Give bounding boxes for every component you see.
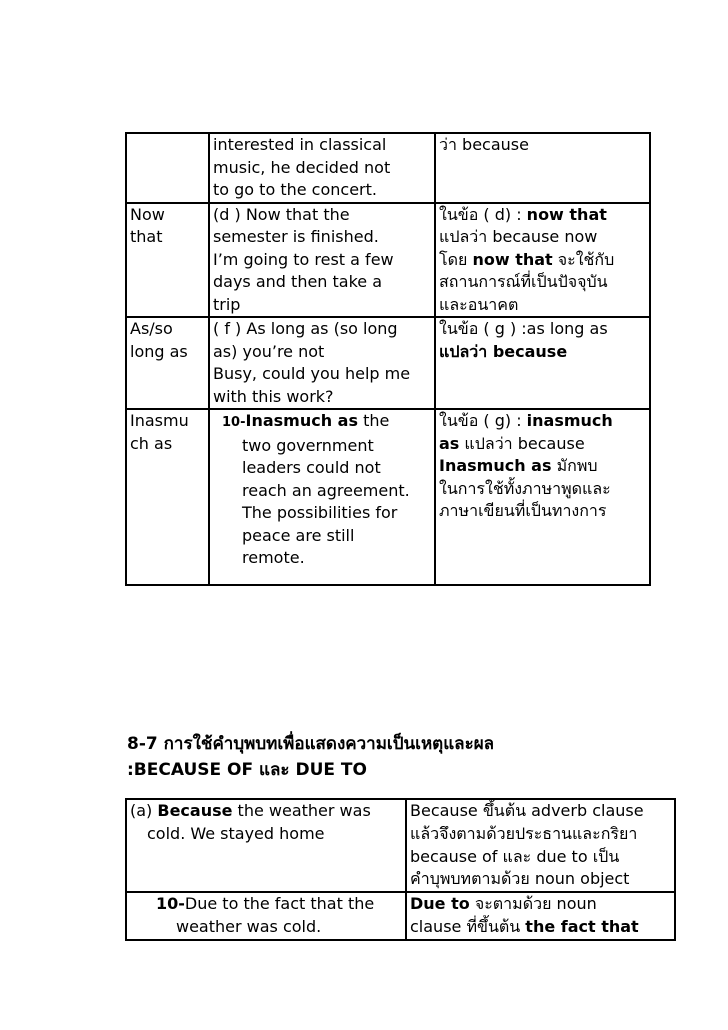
example-line: weather was cold. xyxy=(176,916,322,936)
example-line xyxy=(130,800,402,823)
example-line: ( f ) As long as (so long xyxy=(213,319,398,338)
explain-line: แปลว่า because now xyxy=(439,227,598,246)
example-line: with this work? xyxy=(213,386,334,406)
term-line: As/so xyxy=(130,319,173,338)
explain-line xyxy=(439,433,646,456)
explain-line: คำบุพบทตามด้วย noun object xyxy=(410,869,630,889)
example-line: leaders could not xyxy=(242,458,381,477)
explain-line: สถานการณ์ที่เป็นปัจจุบัน xyxy=(439,272,608,291)
example-line: I’m going to rest a few xyxy=(213,249,394,269)
example-cell xyxy=(209,203,435,318)
example-text: (a) xyxy=(130,801,158,820)
keyword: Inasmuch as xyxy=(439,456,552,475)
explain-line xyxy=(439,455,646,478)
explain-text: โดย xyxy=(439,249,473,269)
table-row xyxy=(126,799,675,892)
example-line xyxy=(213,410,431,435)
term-line: long as xyxy=(130,341,188,361)
keyword: Inasmuch as xyxy=(245,411,358,430)
explain-line: แปลว่า because xyxy=(439,341,568,361)
example-line: peace are still xyxy=(242,525,355,545)
explain-text: จะตามด้วย noun xyxy=(469,894,597,914)
explain-cell xyxy=(435,409,650,585)
right-cell xyxy=(406,892,675,940)
explain-text: แปลว่า because xyxy=(459,433,585,453)
explain-cell xyxy=(435,317,650,409)
explain-line: แล้วจึงตามด้วยประธานและกริยา xyxy=(410,823,638,843)
term-cell xyxy=(126,133,209,203)
example-line: trip xyxy=(213,294,241,314)
example-line: reach an agreement. xyxy=(242,480,410,500)
explain-line: ในการใช้ทั้งภาษาพูดและ xyxy=(439,478,611,498)
keyword: Because xyxy=(157,801,233,820)
explain-line xyxy=(410,893,671,916)
example-text: the xyxy=(358,411,390,430)
keyword: Due to xyxy=(410,894,470,914)
term-cell xyxy=(126,203,209,318)
explain-line: และอนาคต xyxy=(439,294,519,314)
explain-text: จะใช้กับ xyxy=(552,249,615,269)
explain-cell xyxy=(435,133,650,203)
example-text: the weather was xyxy=(232,801,371,820)
keyword: inasmuch xyxy=(526,411,613,430)
left-cell xyxy=(126,799,406,892)
item-number: 10- xyxy=(156,894,185,914)
term-cell xyxy=(126,317,209,409)
example-line: (d ) Now that the xyxy=(213,204,350,224)
keyword: now that xyxy=(472,249,553,269)
section-subheading: :BECAUSE OF และ DUE TO xyxy=(127,760,367,780)
example-cell xyxy=(209,317,435,409)
explain-text: ในข้อ ( g) : xyxy=(439,411,527,430)
keyword: now that xyxy=(526,204,607,224)
example-line: cold. We stayed home xyxy=(147,823,325,843)
example-line: to go to the concert. xyxy=(213,180,377,199)
example-line: as) you’re not xyxy=(213,341,325,361)
keyword: the fact that xyxy=(525,916,639,936)
explain-line: ในข้อ ( g ) :as long as xyxy=(439,319,608,338)
explain-line: ว่า because xyxy=(439,135,529,154)
example-line: two government xyxy=(242,435,374,455)
explain-text: clause ที่ขึ้นต้น xyxy=(410,916,526,936)
table-row xyxy=(126,892,675,940)
example-cell xyxy=(209,133,435,203)
example-line xyxy=(130,893,402,916)
example-line: The possibilities for xyxy=(242,503,398,522)
explain-line xyxy=(439,410,646,433)
explain-line xyxy=(410,916,671,939)
explain-line: Because ขึ้นต้น adverb clause xyxy=(410,801,644,820)
term-line: that xyxy=(130,227,163,246)
table-row xyxy=(126,133,650,203)
example-text: Due to the fact that the xyxy=(184,894,375,914)
term-line: Inasmu xyxy=(130,411,189,430)
term-line: Now xyxy=(130,204,165,224)
example-line: Busy, could you help me xyxy=(213,364,411,383)
table-row xyxy=(126,317,650,409)
explain-text: ในข้อ ( d) : xyxy=(439,204,527,224)
term-line: ch as xyxy=(130,433,173,453)
example-line: semester is finished. xyxy=(213,227,379,246)
example-line: interested in classical xyxy=(213,135,387,154)
table-row xyxy=(126,409,650,585)
explain-line xyxy=(439,204,646,227)
example-line: music, he decided not xyxy=(213,157,391,177)
example-cell xyxy=(209,409,435,585)
explain-line: ภาษาเขียนที่เป็นทางการ xyxy=(439,501,607,520)
table-row xyxy=(126,203,650,318)
keyword: as xyxy=(439,433,460,453)
explain-cell xyxy=(435,203,650,318)
explain-text: มักพบ xyxy=(551,456,598,475)
section-heading: 8-7 การใช้คำบุพบทเพื่อแสดงความเป็นเหตุและผล xyxy=(127,734,495,754)
term-cell xyxy=(126,409,209,585)
right-cell xyxy=(406,799,675,892)
example-line: days and then take a xyxy=(213,272,383,291)
item-number: 10- xyxy=(222,415,246,430)
explain-line xyxy=(439,249,646,272)
left-cell xyxy=(126,892,406,940)
explain-line: because of และ due to เป็น xyxy=(410,846,620,866)
usage-table-1 xyxy=(125,132,651,586)
example-line: remote. xyxy=(242,548,305,567)
usage-table-2 xyxy=(125,798,676,941)
